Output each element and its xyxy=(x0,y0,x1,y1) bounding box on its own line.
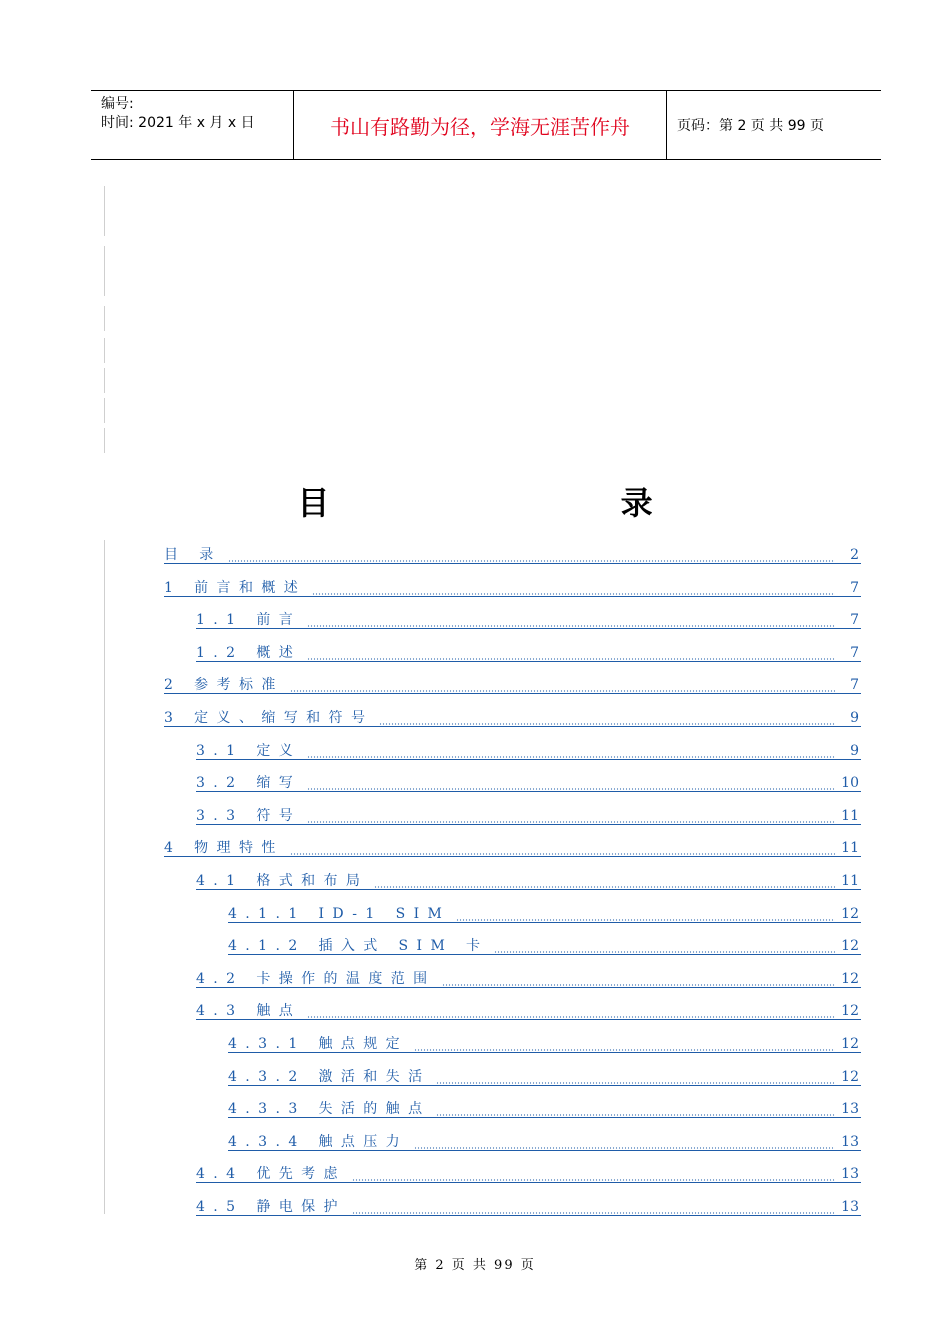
toc-entry[interactable] xyxy=(196,1195,861,1216)
toc-entry[interactable] xyxy=(228,1032,861,1053)
document-header xyxy=(91,90,881,160)
toc-entry[interactable] xyxy=(164,543,861,564)
toc-entry-page: 2 xyxy=(850,547,859,563)
toc-entry-label: 4.2 卡操作的温度范围 xyxy=(196,970,436,987)
toc-leader-dots xyxy=(352,1203,835,1215)
toc-entry-label: 4.3.1 触点规定 xyxy=(228,1036,409,1052)
toc-entry-page: 13 xyxy=(841,1101,859,1118)
toc-leader-dots xyxy=(456,910,835,922)
toc-entry-page: 13 xyxy=(841,1166,859,1183)
toc-entry[interactable] xyxy=(196,1162,861,1183)
toc-entry-label: 1 前言和概述 xyxy=(164,579,307,596)
toc-entry-label: 3.3 符号 xyxy=(196,807,302,824)
toc-leader-dots xyxy=(290,681,835,693)
document-time-label: 时间: 2021 年 x 月 x 日 xyxy=(101,115,255,131)
toc-entry[interactable] xyxy=(196,869,861,890)
toc-entry-page: 12 xyxy=(841,1036,859,1052)
margin-line xyxy=(104,368,105,393)
toc-entry-label: 4.3.2 激活和失活 xyxy=(228,1068,431,1085)
toc-entry-label: 2 参考标准 xyxy=(164,677,284,694)
toc-entry-label: 4 物理特性 xyxy=(164,840,284,857)
toc-entry-label: 4.3 触点 xyxy=(196,1003,302,1020)
toc-entry-label: 4.1.2 插入式 SIM 卡 xyxy=(228,938,489,955)
toc-entry[interactable] xyxy=(228,1097,861,1118)
toc-leader-dots xyxy=(307,779,835,791)
toc-entry-page: 12 xyxy=(841,970,859,987)
toc-entry[interactable] xyxy=(196,771,861,792)
toc-leader-dots xyxy=(312,584,835,596)
toc-leader-dots xyxy=(414,1040,835,1052)
toc-entry[interactable] xyxy=(196,608,861,629)
toc-entry[interactable] xyxy=(196,739,861,760)
toc-leader-dots xyxy=(228,551,835,563)
toc-entry-label: 4.1.1 ID-1 SIM xyxy=(228,905,451,922)
toc-entry[interactable] xyxy=(164,576,861,597)
page-footer: 第 2 页 共 99 页 xyxy=(414,1258,536,1273)
toc-entry[interactable] xyxy=(228,934,861,955)
toc-entry[interactable] xyxy=(164,706,861,727)
toc-entry-page: 12 xyxy=(841,1003,859,1020)
toc-entry[interactable] xyxy=(164,836,861,857)
toc-entry-page: 7 xyxy=(850,677,859,694)
toc-entry-label: 3 定义、缩写和符号 xyxy=(164,710,374,726)
toc-entry-page: 11 xyxy=(841,873,859,889)
toc-entry-label: 4.3.3 失活的触点 xyxy=(228,1101,431,1118)
toc-leader-dots xyxy=(307,747,835,759)
margin-line xyxy=(104,428,105,453)
toc-entry-label: 4.3.4 触点压力 xyxy=(228,1133,409,1150)
margin-line xyxy=(104,186,105,236)
toc-entry-page: 11 xyxy=(841,840,859,857)
margin-line xyxy=(104,306,105,331)
toc-leader-dots xyxy=(436,1073,835,1085)
toc-entry-label: 1.1 前言 xyxy=(196,612,302,629)
margin-line xyxy=(104,398,105,423)
header-motto: 书山有路勤为径，学海无涯苦作舟 xyxy=(293,91,667,159)
margin-line xyxy=(104,246,105,296)
toc-entry[interactable] xyxy=(196,999,861,1020)
toc-entry-label: 4.5 静电保护 xyxy=(196,1199,346,1215)
margin-line xyxy=(104,338,105,363)
toc-entry[interactable] xyxy=(228,1065,861,1086)
toc-entry[interactable] xyxy=(164,673,861,694)
toc-title: 目 录 xyxy=(297,484,793,522)
toc-entry-label: 目 录 xyxy=(164,547,222,563)
toc-leader-dots xyxy=(307,649,835,661)
toc-leader-dots xyxy=(290,844,835,856)
document-number-label: 编号: xyxy=(101,96,134,112)
toc-leader-dots xyxy=(494,942,835,954)
toc-entry-label: 4.1 格式和布局 xyxy=(196,873,369,889)
toc-entry-page: 7 xyxy=(850,612,859,629)
toc-entry[interactable] xyxy=(196,804,861,825)
toc-leader-dots xyxy=(307,1007,835,1019)
toc-entry-page: 10 xyxy=(841,775,859,792)
toc-entry-page: 13 xyxy=(841,1199,859,1215)
toc-entry-label: 3.1 定义 xyxy=(196,742,302,759)
toc-leader-dots xyxy=(352,1170,835,1182)
toc-entry-page: 7 xyxy=(850,579,859,596)
margin-line xyxy=(104,540,105,1214)
toc-entry-page: 12 xyxy=(841,1068,859,1085)
toc-entry-label: 4.4 优先考虑 xyxy=(196,1166,346,1183)
toc-leader-dots xyxy=(379,714,835,726)
toc-leader-dots xyxy=(442,975,835,987)
toc-entry-page: 11 xyxy=(841,807,859,824)
toc-leader-dots xyxy=(307,812,835,824)
toc-leader-dots xyxy=(374,877,835,889)
toc-leader-dots xyxy=(307,616,835,628)
toc-entry[interactable] xyxy=(196,641,861,662)
toc-entry[interactable] xyxy=(228,1130,861,1151)
toc-entry-page: 12 xyxy=(841,938,859,955)
header-page-info: 页码：第 2 页 共 99 页 xyxy=(677,118,824,134)
toc-leader-dots xyxy=(414,1138,835,1150)
toc-entry-page: 9 xyxy=(850,710,859,726)
toc-entry-page: 9 xyxy=(850,742,859,759)
toc-entry-label: 1.2 概述 xyxy=(196,644,302,661)
header-meta xyxy=(91,91,293,159)
toc-entry-page: 13 xyxy=(841,1133,859,1150)
toc-entry-label: 3.2 缩写 xyxy=(196,775,302,792)
toc-entry[interactable] xyxy=(228,902,861,923)
toc-entry[interactable] xyxy=(196,967,861,988)
toc-entry-page: 7 xyxy=(850,644,859,661)
toc-entry-page: 12 xyxy=(841,905,859,922)
toc-leader-dots xyxy=(436,1105,835,1117)
